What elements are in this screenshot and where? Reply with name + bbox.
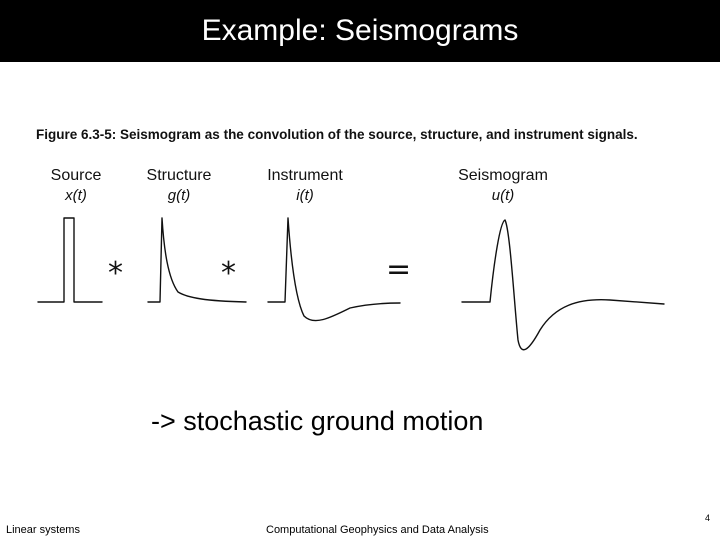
source-waveform <box>38 218 102 302</box>
signal-var-source: x(t) <box>65 187 87 204</box>
footer-left: Linear systems <box>6 524 80 536</box>
instrument-waveform <box>268 218 400 321</box>
signal-var-seismogram: u(t) <box>491 187 515 204</box>
convolution-operator-1: * <box>108 256 123 291</box>
slide-subtitle: -> stochastic ground motion <box>151 406 484 436</box>
page-number: 4 <box>705 513 711 523</box>
signal-name-instrument: Instrument <box>267 167 343 184</box>
equals-operator: = <box>386 252 412 287</box>
seismogram-waveform <box>462 220 664 350</box>
signal-var-instrument: i(t) <box>296 187 314 204</box>
signal-name-structure: Structure <box>146 167 212 184</box>
signal-var-structure: g(t) <box>167 187 191 204</box>
slide-title: Example: Seismograms <box>201 14 519 47</box>
footer-center: Computational Geophysics and Data Analysis <box>266 524 489 536</box>
convolution-operator-2: * <box>221 256 236 291</box>
signal-name-source: Source <box>50 167 102 184</box>
signal-name-seismogram: Seismogram <box>458 167 548 184</box>
figure-caption: Figure 6.3-5: Seismogram as the convolution of the source, structure, and instrument signals. <box>36 127 638 142</box>
